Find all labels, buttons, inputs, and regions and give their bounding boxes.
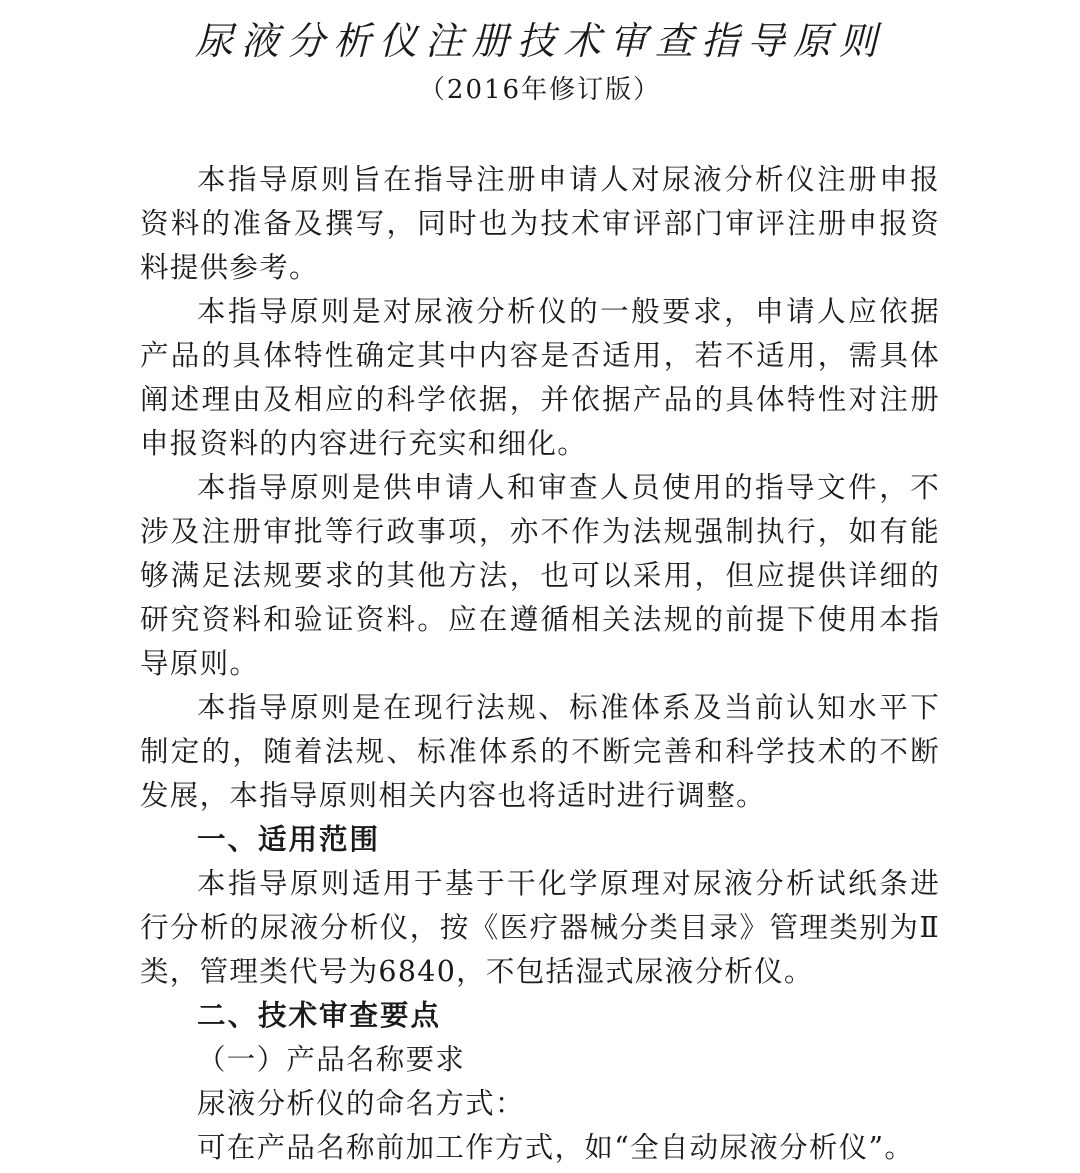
paragraph-revision: 本指导原则是在现行法规、标准体系及当前认知水平下制定的，随着法规、标准体系的不断完善和科学技术的不断发展，本指导原则相关内容也将适时进行调整。	[140, 691, 940, 812]
naming-method-line: 尿液分析仪的命名方式：	[197, 1087, 525, 1120]
paragraph-usage: 本指导原则是供申请人和审查人员使用的指导文件，不涉及注册审批等行政事项，亦不作为法规强制执行，如有能够满足法规要求的其他方法，也可以采用，但应提供详细的研究资料和验证资料。应在遵循相关法规的前提下使用本指导原则。	[140, 471, 940, 680]
document-subtitle: （2016年修订版）	[418, 75, 662, 105]
section-heading-review-points: 二、技术审查要点	[197, 999, 442, 1032]
paragraph-general-requirements: 本指导原则是对尿液分析仪的一般要求，申请人应依据产品的具体特性确定其中内容是否适用，若不适用，需具体阐述理由及相应的科学依据，并依据产品的具体特性对注册申报资料的内容进行充实和细化。	[140, 295, 940, 460]
document-title: 尿液分析仪注册技术审查指导原则	[194, 19, 885, 63]
subsection-heading-product-name: （一）产品名称要求	[197, 1043, 466, 1076]
paragraph-scope: 本指导原则适用于基于干化学原理对尿液分析试纸条进行分析的尿液分析仪，按《医疗器械分类目录》管理类别为Ⅱ类，管理类代号为6840，不包括湿式尿液分析仪。	[140, 867, 940, 988]
naming-example-line: 可在产品名称前加工作方式，如“全自动尿液分析仪”。	[197, 1131, 915, 1164]
section-heading-scope: 一、适用范围	[197, 823, 381, 856]
paragraph-purpose: 本指导原则旨在指导注册申请人对尿液分析仪注册申报资料的准备及撰写，同时也为技术审评部门审评注册申报资料提供参考。	[140, 163, 940, 284]
document-body	[140, 158, 940, 1170]
